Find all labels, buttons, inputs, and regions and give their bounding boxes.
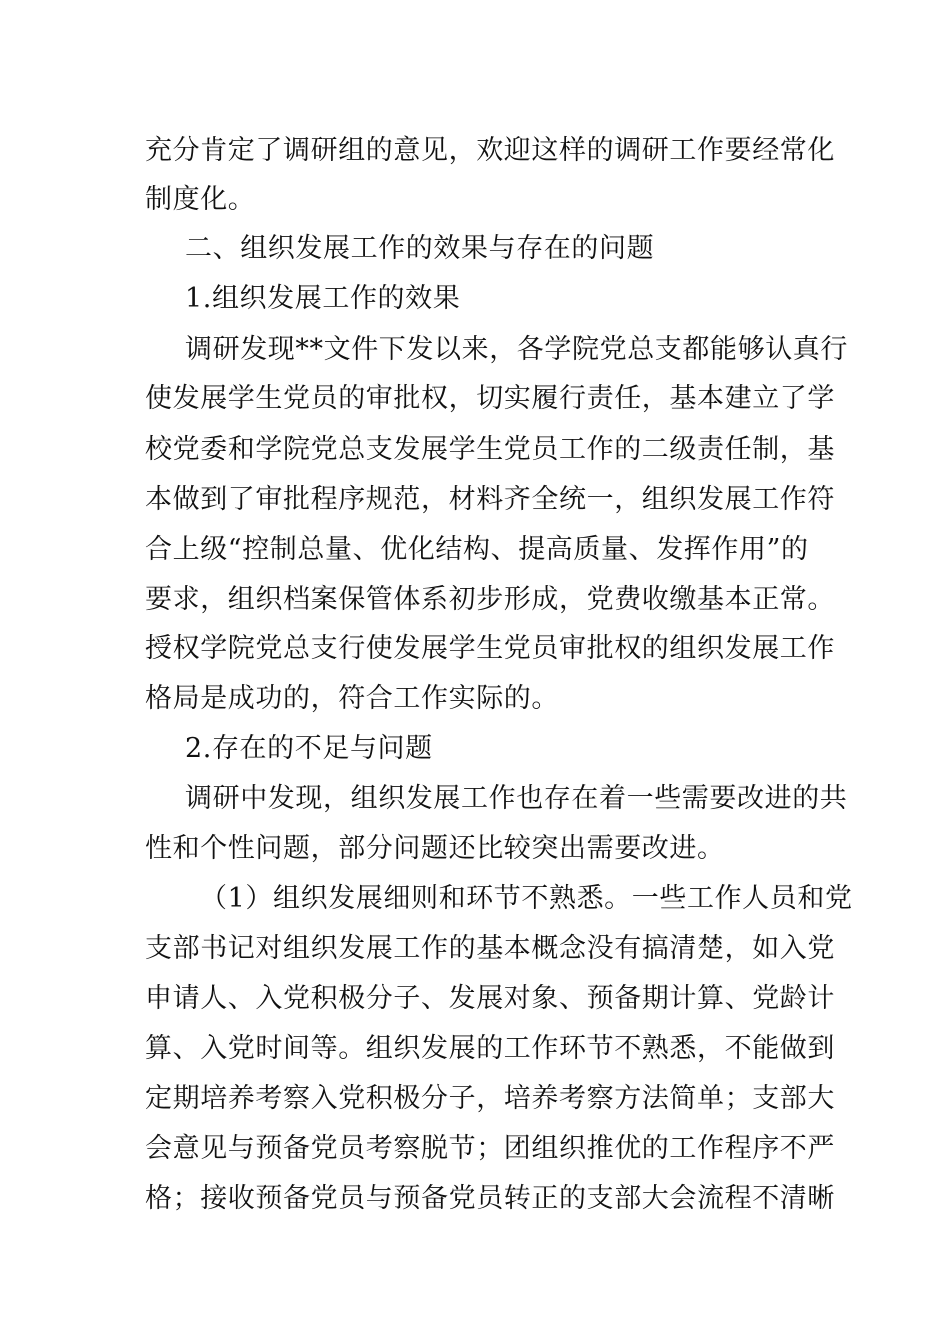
- paragraph-line: 充分肯定了调研组的意见，欢迎这样的调研工作要经常化: [145, 135, 835, 166]
- paragraph-line: 校党委和学院党总支发展学生党员工作的二级责任制，基: [145, 434, 835, 465]
- paragraph-line: 调研中发现，组织发展工作也存在着一些需要改进的共: [185, 783, 848, 814]
- paragraph-line: 格局是成功的，符合工作实际的。: [145, 683, 559, 714]
- paragraph-line: 算、入党时间等。组织发展的工作环节不熟悉，不能做到: [145, 1033, 835, 1064]
- paragraph-line: 要求，组织档案保管体系初步形成，党费收缴基本正常。: [145, 584, 835, 615]
- paragraph-line: 性和个性问题，部分问题还比较突出需要改进。: [145, 833, 725, 864]
- paragraph-line: （1）组织发展细则和环节不熟悉。一些工作人员和党: [200, 883, 853, 914]
- paragraph-line: 合上级“控制总量、优化结构、提高质量、发挥作用”的: [145, 534, 809, 565]
- subsection-heading: 1.组织发展工作的效果: [185, 283, 461, 314]
- paragraph-line: 定期培养考察入党积极分子，培养考察方法简单；支部大: [145, 1083, 835, 1114]
- paragraph-line: 格；接收预备党员与预备党员转正的支部大会流程不清晰: [145, 1183, 835, 1214]
- paragraph-line: 使发展学生党员的审批权，切实履行责任，基本建立了学: [145, 383, 835, 414]
- subsection-heading: 2.存在的不足与问题: [185, 733, 433, 764]
- paragraph-line: 支部书记对组织发展工作的基本概念没有搞清楚，如入党: [145, 933, 835, 964]
- section-heading: 二、组织发展工作的效果与存在的问题: [185, 233, 655, 264]
- paragraph-line: 会意见与预备党员考察脱节；团组织推优的工作程序不严: [145, 1133, 835, 1164]
- paragraph-line: 制度化。: [145, 184, 256, 215]
- paragraph-line: 授权学院党总支行使发展学生党员审批权的组织发展工作: [145, 633, 835, 664]
- paragraph-line: 调研发现**文件下发以来，各学院党总支都能够认真行: [185, 334, 848, 365]
- paragraph-line: 本做到了审批程序规范，材料齐全统一，组织发展工作符: [145, 484, 835, 515]
- paragraph-line: 申请人、入党积极分子、发展对象、预备期计算、党龄计: [145, 983, 835, 1014]
